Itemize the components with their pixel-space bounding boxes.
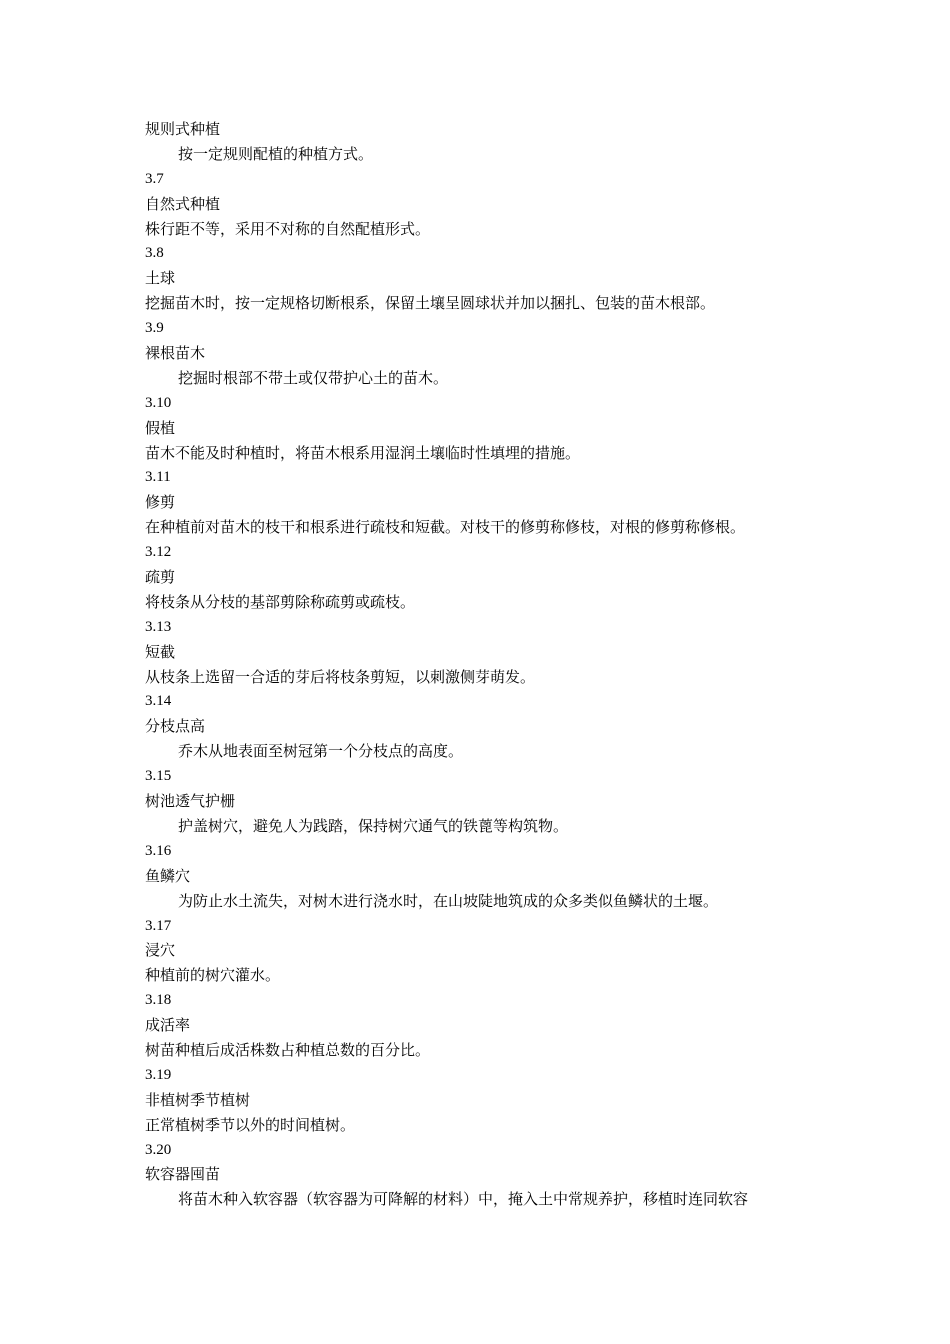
clause-number: 3.19 — [145, 1066, 172, 1083]
glossary-entry — [145, 988, 825, 1063]
term-definition: 从枝条上选留一合适的芽后将枝条剪短，以刺激侧芽萌发。 — [145, 667, 536, 686]
term-definition: 乔木从地表面至树冠第一个分枝点的高度。 — [178, 742, 464, 761]
glossary-entry — [145, 540, 825, 615]
term-name: 软容器囤苗 — [145, 1165, 221, 1184]
clause-number: 3.16 — [145, 842, 172, 859]
clause-number: 3.10 — [145, 394, 172, 411]
clause-number: 3.9 — [145, 320, 164, 337]
clause-number: 3.11 — [145, 469, 171, 486]
glossary-entry — [145, 914, 825, 989]
term-definition: 将枝条从分枝的基部剪除称疏剪或疏枝。 — [145, 592, 416, 611]
glossary-entry — [145, 615, 825, 690]
glossary-entry — [145, 316, 825, 391]
glossary-entry — [145, 241, 825, 316]
clause-number: 3.17 — [145, 917, 172, 934]
term-name: 规则式种植 — [145, 120, 221, 138]
term-name: 自然式种植 — [145, 194, 221, 213]
glossary-entry — [145, 839, 825, 914]
term-name: 修剪 — [145, 493, 176, 512]
glossary-entry — [145, 1063, 825, 1138]
term-name: 树池透气护栅 — [145, 792, 236, 811]
term-definition: 按一定规则配植的种植方式。 — [178, 144, 374, 163]
clause-number: 3.14 — [145, 693, 172, 710]
clause-number: 3.13 — [145, 618, 172, 635]
term-name: 短截 — [145, 642, 176, 661]
term-name: 疏剪 — [145, 568, 176, 587]
term-name: 假植 — [145, 418, 176, 437]
glossary-entry — [145, 117, 825, 167]
term-definition: 挖掘苗木时，按一定规格切断根系，保留土壤呈圆球状并加以捆扎、包装的苗木根部。 — [145, 294, 716, 313]
term-definition: 种植前的树穴灌水。 — [145, 966, 281, 985]
glossary-entry — [145, 167, 825, 242]
term-name: 分枝点高 — [145, 717, 206, 736]
term-definition: 苗木不能及时种植时，将苗木根系用湿润土壤临时性填埋的措施。 — [145, 443, 581, 462]
term-definition: 树苗种植后成活株数占种植总数的百分比。 — [145, 1040, 431, 1059]
document-page — [145, 117, 825, 1212]
term-definition: 将苗木种入软容器（软容器为可降解的材料）中，掩入土中常规养护，移植时连同软容 — [178, 1190, 749, 1209]
clause-number: 3.12 — [145, 544, 172, 561]
glossary-entry — [145, 764, 825, 839]
term-definition: 正常植树季节以外的时间植树。 — [145, 1115, 356, 1134]
clause-number: 3.18 — [145, 992, 172, 1009]
term-definition: 在种植前对苗木的枝干和根系进行疏枝和短截。对枝干的修剪称修枝，对根的修剪称修根。 — [145, 518, 746, 537]
clause-number: 3.8 — [145, 245, 164, 262]
term-definition: 株行距不等，采用不对称的自然配植形式。 — [145, 219, 431, 238]
term-definition: 护盖树穴，避免人为践踏，保持树穴通气的铁蓖等构筑物。 — [178, 816, 569, 835]
term-name: 鱼鳞穴 — [145, 866, 191, 885]
glossary-entry — [145, 465, 825, 540]
glossary-entry — [145, 391, 825, 466]
clause-number: 3.20 — [145, 1141, 172, 1158]
term-definition: 为防止水土流失，对树木进行浇水时，在山坡陡地筑成的众多类似鱼鳞状的土堰。 — [178, 891, 719, 910]
term-name: 浸穴 — [145, 941, 176, 960]
term-name: 土球 — [145, 269, 176, 288]
term-name: 裸根苗木 — [145, 344, 206, 363]
term-definition: 挖掘时根部不带土或仅带护心土的苗木。 — [178, 368, 449, 387]
glossary-entry — [145, 689, 825, 764]
glossary-entry — [145, 1138, 825, 1213]
term-name: 成活率 — [145, 1016, 191, 1035]
clause-number: 3.15 — [145, 768, 172, 785]
term-name: 非植树季节植树 — [145, 1090, 251, 1109]
clause-number: 3.7 — [145, 170, 164, 187]
